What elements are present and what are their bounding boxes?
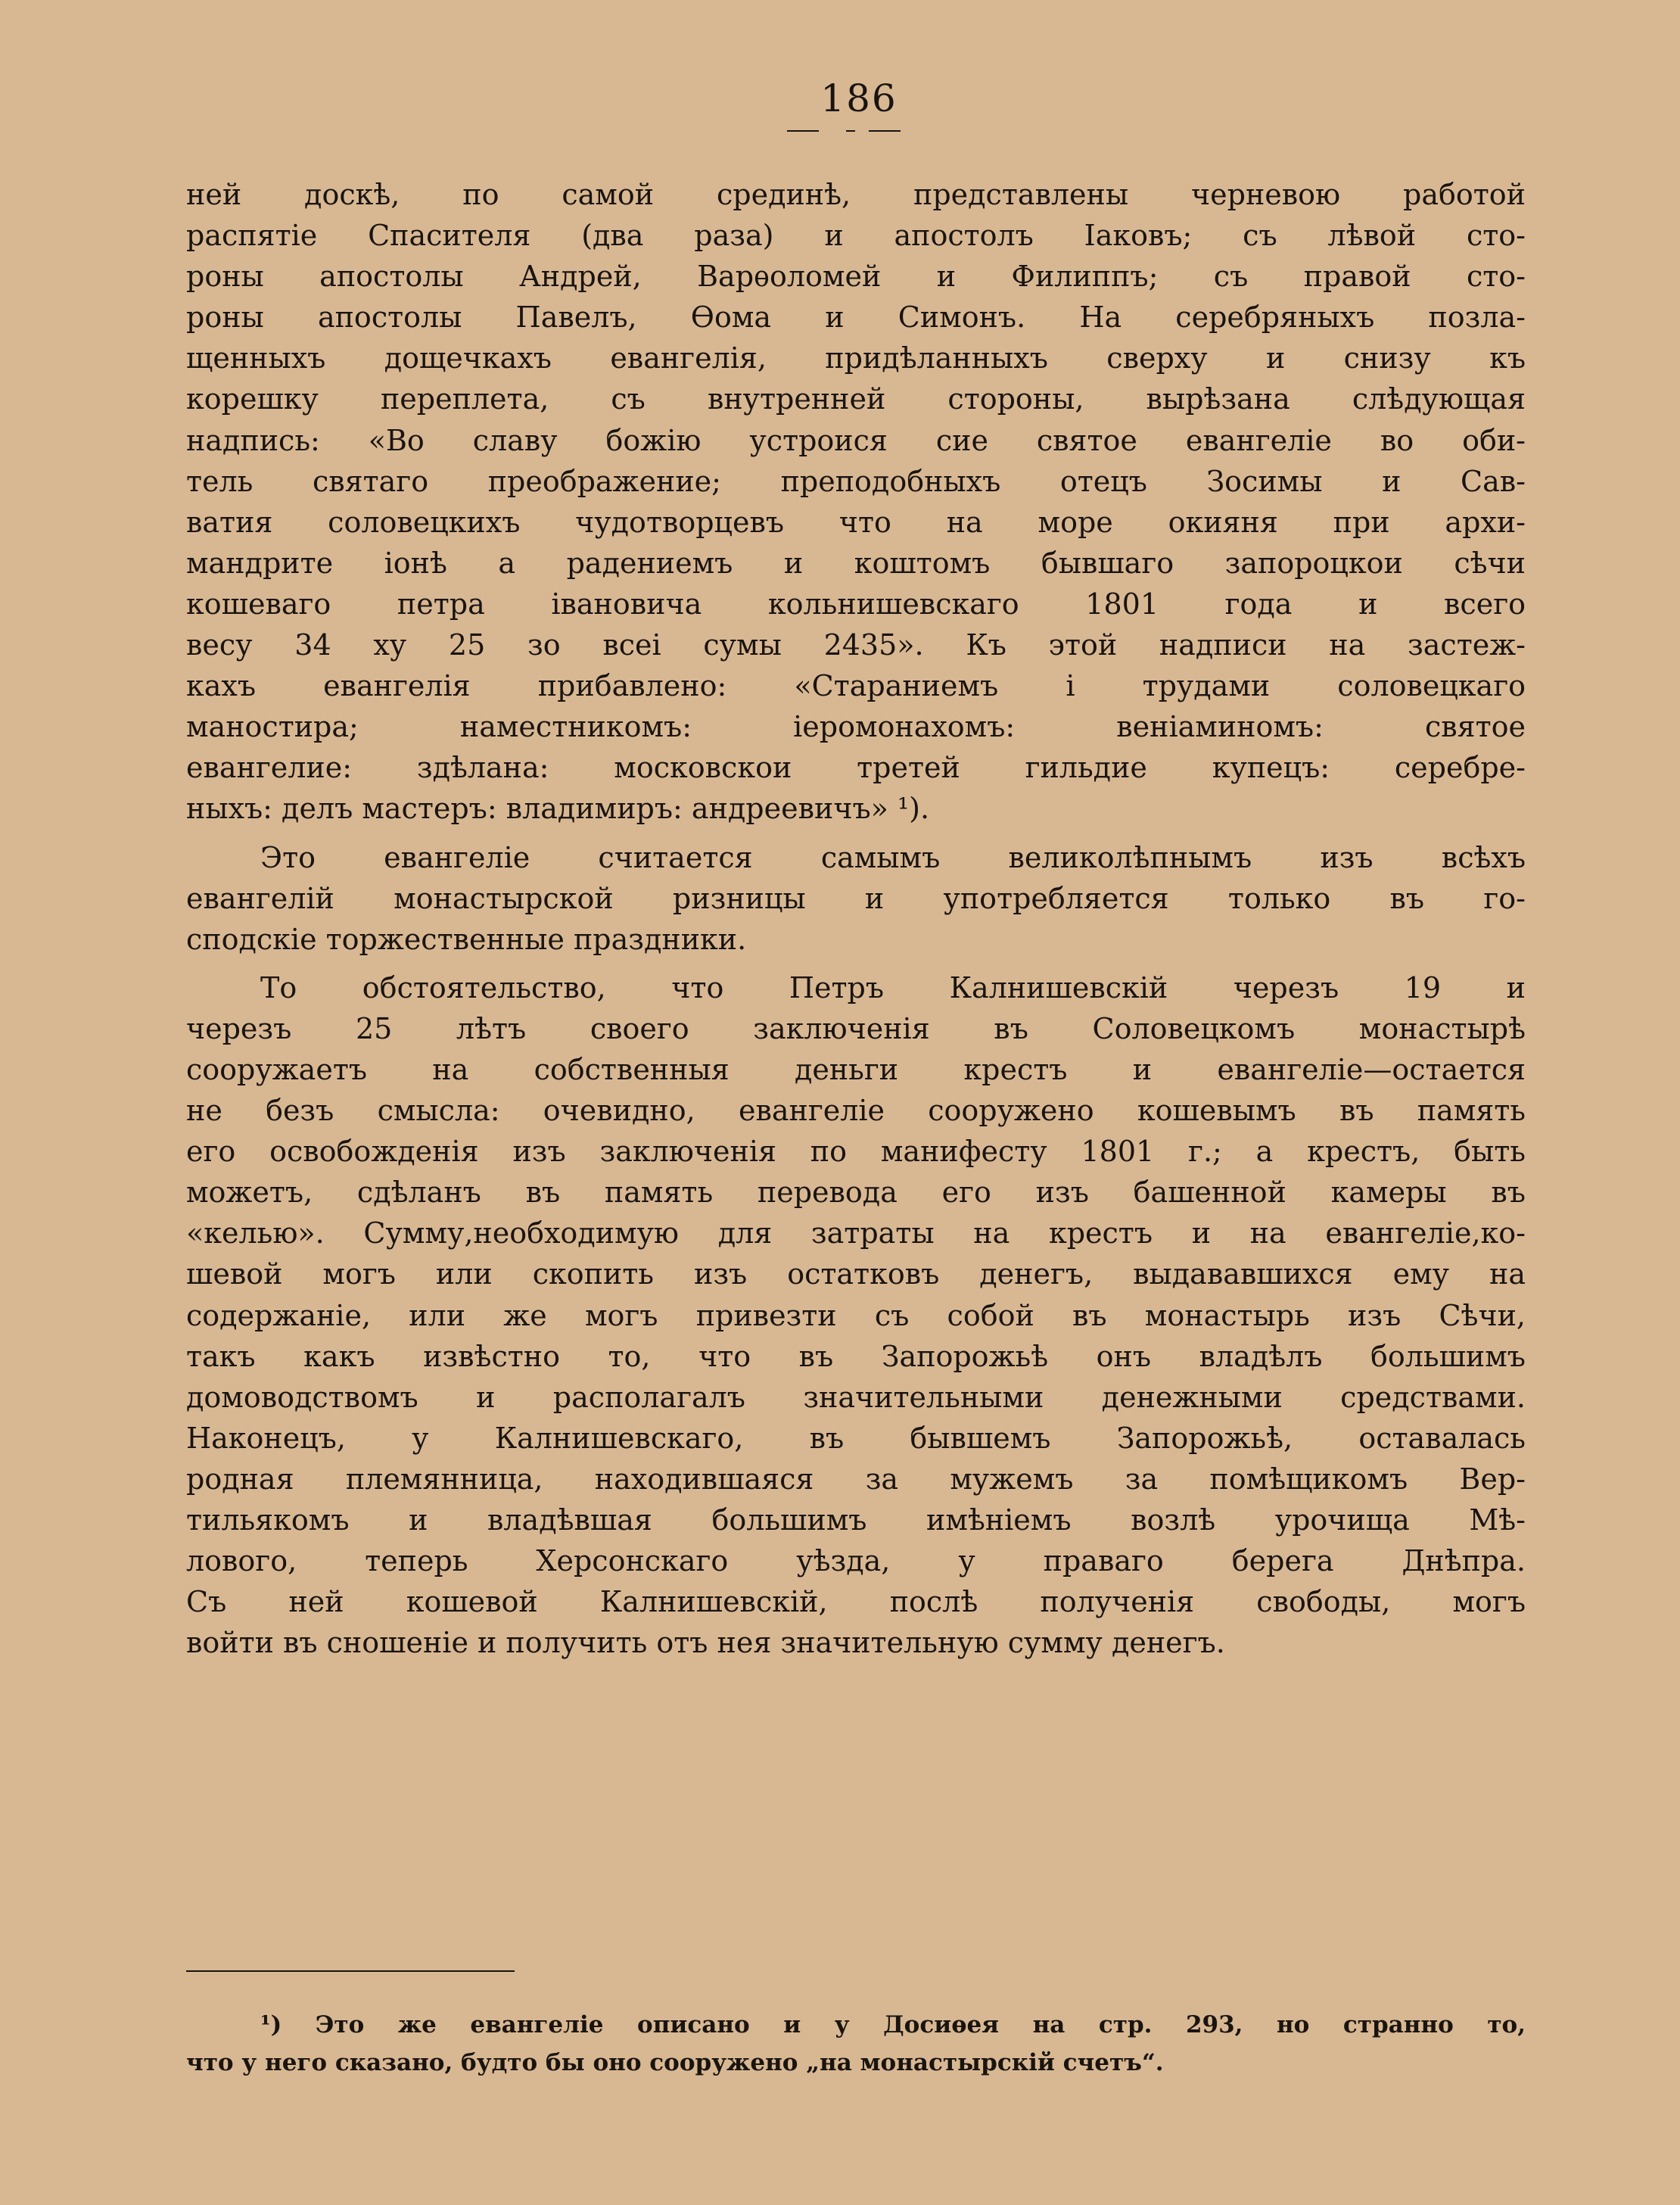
footnote xyxy=(186,2006,1526,2082)
text-line: такъ какъ извѣстно то, что въ Запорожьѣ онъ владѣлъ большимъ xyxy=(186,1339,1526,1373)
text-line: ватия соловецкихъ чудотворцевъ что на море окияня при архи- xyxy=(186,505,1526,539)
text-line: роны апостолы Андрей, Варѳоломей и Филиппъ; съ правой сто- xyxy=(186,260,1526,294)
text-line: маностира; наместникомъ: іеромонахомъ: веніаминомъ: святое xyxy=(186,710,1526,744)
text-line: шевой могъ или скопить изъ остатковъ денегъ, выдававшихся ему на xyxy=(186,1257,1526,1291)
footnote-divider xyxy=(186,1970,515,1972)
text-line: «келью». Сумму,необходимую для затраты на крестъ и на евангеліе,ко- xyxy=(186,1216,1526,1250)
text-line: распятіе Спасителя (два раза) и апостолъ Іаковъ; съ лѣвой сто- xyxy=(186,219,1526,253)
text-line: корешку переплета, съ внутренней стороны, вырѣзана слѣдующая xyxy=(186,382,1526,416)
text-line: родная племянница, находившаяся за мужемъ за помѣщикомъ Вер- xyxy=(186,1462,1526,1496)
text-line: весу 34 ху 25 зо всеі сумы 2435». Къ этой надписи на застеж- xyxy=(186,628,1526,662)
footnote-line: что у него сказано, будто бы оно сооружено „на монастырскій счетъ“. xyxy=(186,2049,1164,2076)
text-line: евангелій монастырской ризницы и употребляется только въ го- xyxy=(186,881,1526,915)
page-number-rule xyxy=(869,130,901,132)
text-line: не безъ смысла: очевидно, евангеліе сооружено кошевымъ въ память xyxy=(186,1094,1526,1128)
text-line: надпись: «Во славу божію устроися сие святое евангеліе во оби- xyxy=(186,423,1526,457)
text-line: Съ ней кошевой Калнишевскій, послѣ полученія свободы, могъ xyxy=(186,1585,1526,1619)
text-line: роны апостолы Павелъ, Ѳома и Симонъ. На серебряныхъ позла- xyxy=(186,301,1526,335)
text-line: черезъ 25 лѣтъ своего заключенія въ Соловецкомъ монастырѣ xyxy=(186,1011,1526,1045)
text-line: евангелие: здѣлана: московскои третей гильдие купецъ: серебре- xyxy=(186,751,1526,785)
text-line: Это евангеліе считается самымъ великолѣпнымъ изъ всѣхъ xyxy=(260,840,1526,874)
page-number-rule xyxy=(787,130,819,132)
text-line: ней доскѣ, по самой срединѣ, представлены черневою работой xyxy=(186,178,1526,211)
text-line: щенныхъ дощечкахъ евангелія, придѣланныхъ сверху и снизу къ xyxy=(186,341,1526,375)
text-line: тильякомъ и владѣвшая большимъ имѣніемъ возлѣ урочища Мѣ- xyxy=(186,1503,1526,1537)
page-number: 186 xyxy=(820,76,898,120)
page-number-rule xyxy=(846,130,855,132)
footnote-line: ¹) Это же евангеліе описано и у Досиѳея на стр. 293, но странно то, xyxy=(260,2011,1526,2038)
text-line: домоводствомъ и располагалъ значительными денежными средствами. xyxy=(186,1380,1526,1414)
text-line: его освобожденія изъ заключенія по манифесту 1801 г.; а крестъ, быть xyxy=(186,1135,1526,1169)
text-line: содержаніе, или же могъ привезти съ собой въ монастырь изъ Сѣчи, xyxy=(186,1298,1526,1332)
text-line: мандрите іонѣ а радениемъ и коштомъ бывшаго запороцкои сѣчи xyxy=(186,546,1526,580)
text-line: тель святаго преображение; преподобныхъ отецъ Зосимы и Сав- xyxy=(186,464,1526,498)
text-line: То обстоятельство, что Петръ Калнишевскій черезъ 19 и xyxy=(260,970,1526,1004)
text-line: лового, теперь Херсонскаго уѣзда, у праваго берега Днѣпра. xyxy=(186,1544,1526,1578)
text-line: сооружаетъ на собственныя деньги крестъ и евангеліе—остается xyxy=(186,1052,1526,1086)
text-line: ныхъ: делъ мастеръ: владимиръ: андреевичъ» ¹). xyxy=(186,792,930,826)
text-line: войти въ сношеніе и получить отъ нея значительную сумму денегъ. xyxy=(186,1626,1225,1660)
text-line: можетъ, сдѣланъ въ память перевода его изъ башенной камеры въ xyxy=(186,1176,1526,1210)
text-line: кошеваго петра івановича кольнишевскаго 1801 года и всего xyxy=(186,587,1526,621)
text-line: кахъ евангелія прибавлено: «Стараниемъ і трудами соловецкаго xyxy=(186,669,1526,703)
text-line: сподскіе торжественные праздники. xyxy=(186,922,747,956)
text-line: Наконецъ, у Калнишевскаго, въ бывшемъ Запорожьѣ, оставалась xyxy=(186,1421,1526,1455)
main-text xyxy=(186,174,1526,1663)
